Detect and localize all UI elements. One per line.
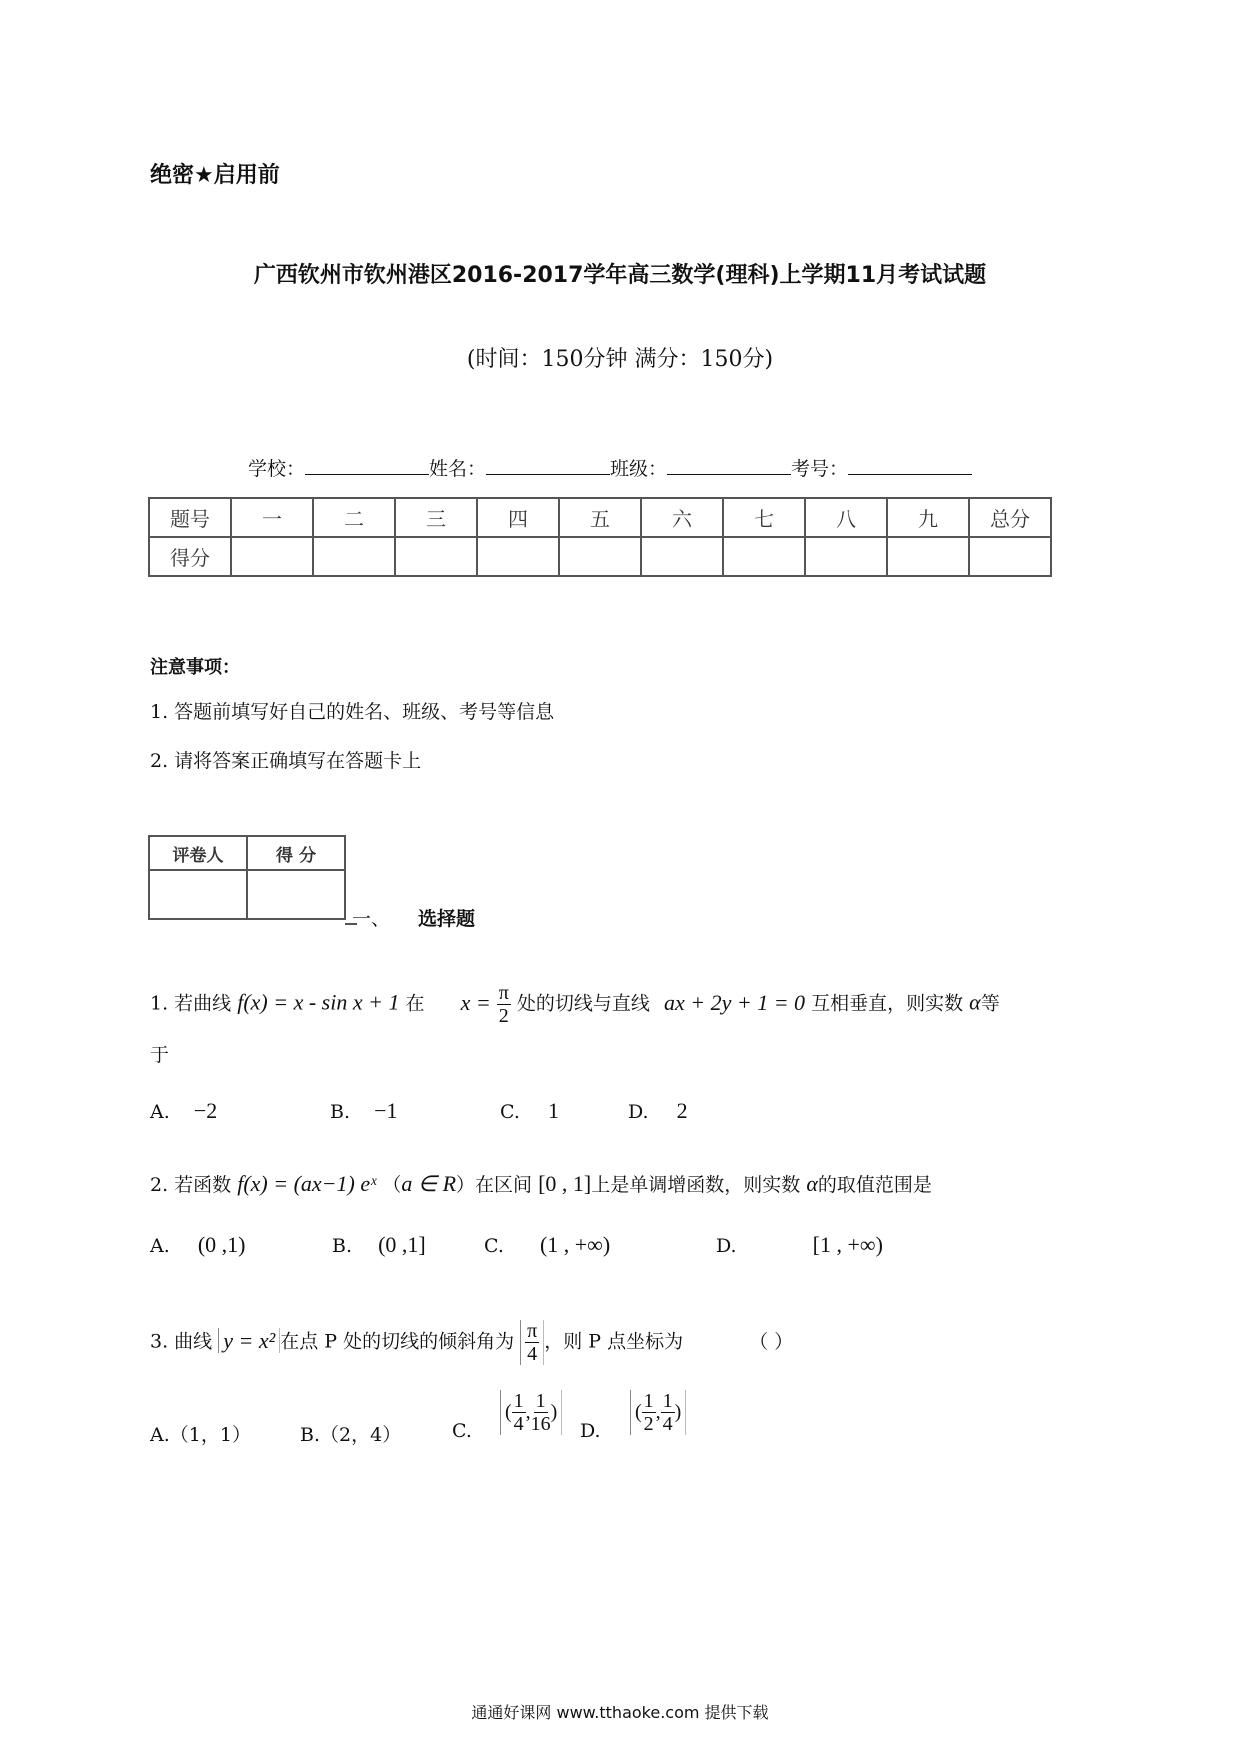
section-heading <box>352 904 475 931</box>
class-blank[interactable] <box>667 458 791 475</box>
note-item-1: 1. 答题前填写好自己的姓名、班级、考号等信息 <box>150 701 555 723</box>
q1-text: 处的切线与直线 <box>516 992 650 1015</box>
grader-cell[interactable] <box>149 870 247 919</box>
score-header-cell: 三 <box>395 498 477 537</box>
score-cell[interactable] <box>887 537 969 576</box>
option-label: C. <box>500 1101 520 1123</box>
q3-option-d[interactable] <box>630 1390 686 1435</box>
q1-point-lhs: x = <box>460 989 491 1015</box>
option-label: B. <box>332 1235 353 1257</box>
exam-no-blank[interactable] <box>848 458 972 475</box>
score-row-label: 得分 <box>149 537 231 576</box>
frac-numerator: 1 <box>643 1390 654 1412</box>
confidential-label: 绝密★启用前 <box>150 163 280 188</box>
q1-option-c[interactable] <box>500 1098 559 1124</box>
q3-option-d-label[interactable]: D. <box>580 1420 601 1442</box>
option-value: −1 <box>374 1098 398 1123</box>
q3-option-a[interactable] <box>150 1420 251 1447</box>
q2-text: 的取值范围是 <box>817 1174 932 1196</box>
frac-denominator: 4 <box>527 1343 538 1365</box>
score-header-cell: 四 <box>477 498 559 537</box>
score-cell[interactable] <box>313 537 395 576</box>
score-cell[interactable] <box>559 537 641 576</box>
point-expression: ( $\frac{1}{4}$ , $\frac{1}{16}$ ) <box>500 1390 562 1435</box>
q1-option-b[interactable] <box>330 1098 397 1124</box>
q2-text: 上是单调增函数，则实数 <box>591 1174 801 1196</box>
score-header-cell: 六 <box>641 498 723 537</box>
option-value: (0 ,1) <box>197 1232 246 1257</box>
frac-numerator: 1 <box>662 1390 673 1412</box>
fraction <box>512 1390 526 1435</box>
score-cell[interactable] <box>641 537 723 576</box>
q2-option-a[interactable] <box>150 1232 245 1258</box>
frac-numerator: π <box>527 1320 538 1342</box>
option-label: D. <box>628 1101 649 1123</box>
download-footer: 通通好课网 www.tthaoke.com 提供下载 <box>471 1703 769 1722</box>
grader-label: 评卷人 <box>149 836 247 870</box>
q3-option-c[interactable] <box>500 1390 562 1435</box>
q3-curve: y = x² <box>218 1328 280 1353</box>
school-label: 学校： <box>248 458 306 480</box>
q3-answer-paren: （ ） <box>749 1330 794 1353</box>
q1-text: 等 <box>980 992 1000 1015</box>
q1-option-a[interactable] <box>150 1098 217 1124</box>
q1-text: 在 <box>405 992 425 1015</box>
score-header-cell: 五 <box>559 498 641 537</box>
q2-interval: [0 , 1] <box>538 1171 592 1196</box>
class-label: 班级： <box>610 458 668 480</box>
score-table-header-row <box>149 498 1051 537</box>
grader-score-cell[interactable] <box>247 870 345 919</box>
grader-header-row <box>149 836 345 870</box>
option-label: A. <box>150 1424 170 1446</box>
exam-time-info: (时间：150分钟 满分：150分) <box>466 347 774 372</box>
q1-text: 互相垂直，则实数 <box>811 992 964 1015</box>
frac-numerator: 1 <box>535 1390 546 1412</box>
name-blank[interactable] <box>486 458 610 475</box>
q2-text: （ <box>382 1174 402 1196</box>
score-cell[interactable] <box>395 537 477 576</box>
name-label: 姓名： <box>429 458 487 480</box>
score-header-cell: 九 <box>887 498 969 537</box>
score-table <box>148 497 1052 577</box>
option-label: D. <box>716 1235 737 1257</box>
student-info-line <box>248 454 972 481</box>
grader-input-row <box>149 870 345 919</box>
score-cell[interactable] <box>969 537 1051 576</box>
score-cell[interactable] <box>723 537 805 576</box>
frac-denominator: 2 <box>643 1413 654 1435</box>
fraction <box>642 1390 656 1435</box>
option-label: B. <box>330 1101 351 1123</box>
page-title: 广西钦州市钦州港区2016-2017学年高三数学(理科)上学期11月考试试题 <box>253 263 987 288</box>
score-cell[interactable] <box>231 537 313 576</box>
option-label: A. <box>150 1235 170 1257</box>
question-1 <box>150 982 1000 1027</box>
exam-no-label: 考号： <box>791 458 849 480</box>
q1-prefix: 1. 若曲线 <box>150 992 232 1015</box>
q1-point-fraction <box>497 982 511 1027</box>
q2-text: 在区间 <box>475 1174 533 1196</box>
frac-denominator: 16 <box>530 1413 551 1435</box>
option-value: （1，1） <box>169 1424 251 1446</box>
note-item-2: 2. 请将答案正确填写在答题卡上 <box>150 750 422 772</box>
q3-option-b[interactable] <box>300 1420 401 1447</box>
option-value: (1 , +∞) <box>539 1232 611 1257</box>
q1-variable: α <box>969 989 981 1015</box>
score-header-cell: 七 <box>723 498 805 537</box>
q1-option-d[interactable] <box>628 1098 688 1124</box>
q1-wrap-text: 于 <box>150 1044 170 1066</box>
option-value: 1 <box>547 1098 559 1123</box>
school-blank[interactable] <box>305 458 429 475</box>
fraction <box>661 1390 675 1435</box>
score-table-score-row <box>149 537 1051 576</box>
option-label: A. <box>150 1101 170 1123</box>
frac-denominator: 4 <box>662 1413 673 1435</box>
q1-function: f(x) = x - sin x + 1 <box>237 989 400 1015</box>
fraction <box>531 1390 551 1435</box>
option-label: B. <box>300 1424 321 1446</box>
q3-text: 在点 P 处的切线的倾斜角为 <box>280 1330 515 1353</box>
grader-table <box>148 835 346 920</box>
score-cell[interactable] <box>805 537 887 576</box>
option-value: 2 <box>676 1098 688 1123</box>
frac-numerator: 1 <box>513 1390 524 1412</box>
option-value: (0 ,1] <box>378 1232 426 1257</box>
q1-line-equation: ax + 2y + 1 = 0 <box>663 989 806 1015</box>
q2-prefix: 2. 若函数 <box>150 1174 232 1196</box>
frac-denominator: 2 <box>498 1005 509 1027</box>
q2-option-b[interactable] <box>332 1232 426 1258</box>
question-3 <box>150 1320 793 1365</box>
score-header-cell: 二 <box>313 498 395 537</box>
q3-prefix: 3. 曲线 <box>150 1330 213 1353</box>
question-2 <box>150 1170 932 1197</box>
score-header-cell: 一 <box>231 498 313 537</box>
option-value: −2 <box>193 1098 218 1123</box>
option-value: [1 , +∞) <box>812 1232 883 1257</box>
frac-numerator: π <box>498 982 509 1004</box>
option-value: （2，4） <box>320 1424 402 1446</box>
q2-text: ） <box>456 1174 476 1196</box>
q2-option-c[interactable] <box>484 1232 610 1258</box>
q3-text: ，则 P 点坐标为 <box>544 1330 684 1353</box>
notes-heading: 注意事项： <box>150 657 240 678</box>
point-expression: ( $\frac{1}{2}$ , $\frac{1}{4}$ ) <box>630 1390 686 1435</box>
q2-function: f(x) = (ax−1) eˣ <box>237 1171 377 1196</box>
score-header-cell: 八 <box>805 498 887 537</box>
score-header-cell: 总分 <box>969 498 1051 537</box>
score-header-cell: 题号 <box>149 498 231 537</box>
option-label: C. <box>484 1235 504 1257</box>
q2-option-d[interactable] <box>716 1232 883 1258</box>
score-cell[interactable] <box>477 537 559 576</box>
q3-option-c-label[interactable]: C. <box>452 1420 472 1442</box>
q3-angle-fraction <box>520 1320 544 1365</box>
frac-denominator: 4 <box>513 1413 524 1435</box>
q2-condition: a ∈ R <box>401 1171 457 1196</box>
grader-score-label: 得 分 <box>247 836 345 870</box>
section-title: 选择题 <box>418 908 476 930</box>
q2-variable: α <box>806 1171 818 1196</box>
section-number: 一、 <box>352 908 391 930</box>
